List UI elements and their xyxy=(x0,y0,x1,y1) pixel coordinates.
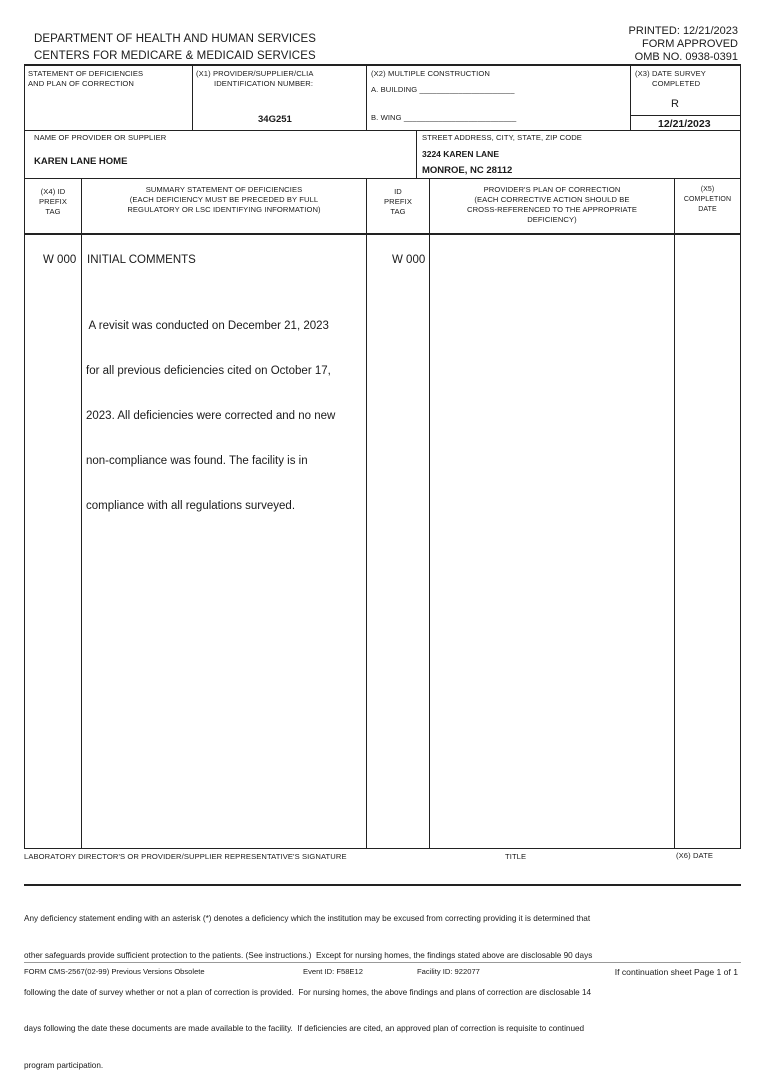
x1-label: (X1) PROVIDER/SUPPLIER/CLIA xyxy=(196,69,314,78)
rule xyxy=(429,178,430,849)
x3-label: (X3) DATE SURVEY xyxy=(635,69,706,78)
provider-label: NAME OF PROVIDER OR SUPPLIER xyxy=(34,133,167,142)
plan-header xyxy=(430,185,674,225)
entry-line: for all previous deficiencies cited on October 17, xyxy=(86,365,331,377)
provider-name: KAREN LANE HOME xyxy=(34,156,128,167)
plan-header-line: DEFICIENCY) xyxy=(527,215,577,224)
printed-date: PRINTED: 12/21/2023 xyxy=(628,25,738,37)
id-header-line: ID xyxy=(394,187,402,196)
disclaimer-line: days following the date these documents are made available to the facility. If deficiencies are cited, an approved plan of correction is requisite to continued xyxy=(24,1024,585,1034)
rule xyxy=(630,64,631,130)
rule xyxy=(630,115,741,116)
entry-line: A revisit was conducted on December 21, 2023 xyxy=(86,320,329,332)
rule xyxy=(81,178,82,849)
x4-header-line: (X4) ID xyxy=(40,187,66,196)
id-header-line: TAG xyxy=(390,207,406,216)
rule xyxy=(366,64,367,130)
address-label: STREET ADDRESS, CITY, STATE, ZIP CODE xyxy=(422,133,582,142)
rule xyxy=(24,64,741,66)
plan-header-line: PROVIDER'S PLAN OF CORRECTION xyxy=(483,185,621,194)
x2-building: A. BUILDING ______________________ xyxy=(371,85,515,94)
x4-header-line: TAG xyxy=(45,207,61,216)
x5-header-line: DATE xyxy=(698,206,717,213)
x2-label: (X2) MULTIPLE CONSTRUCTION xyxy=(371,69,490,78)
disclaimer xyxy=(24,889,592,1084)
x5-header-line: (X5) xyxy=(700,186,715,193)
x1-label-2: IDENTIFICATION NUMBER: xyxy=(214,79,314,88)
plan-header-line: CROSS-REFERENCED TO THE APPROPRIATE xyxy=(466,205,638,214)
rule xyxy=(192,64,193,130)
facility-id: Facility ID: 922077 xyxy=(417,967,480,976)
entry-line: non-compliance was found. The facility is in xyxy=(86,455,308,467)
rule xyxy=(416,130,417,178)
rule xyxy=(24,848,741,849)
rule xyxy=(24,130,741,131)
disclaimer-line: following the date of survey whether or not a plan of correction is provided. For nursing homes, the above findings and plans of correction are disclosable 14 xyxy=(24,987,592,997)
disclaimer-line: program participation. xyxy=(24,1060,104,1070)
form-approved: FORM APPROVED xyxy=(642,38,738,50)
rule xyxy=(24,962,741,963)
statement-label-2: AND PLAN OF CORRECTION xyxy=(28,79,134,88)
summary-header-line: SUMMARY STATEMENT OF DEFICIENCIES xyxy=(145,185,303,194)
agency-subname: CENTERS FOR MEDICARE & MEDICAID SERVICES xyxy=(34,50,316,62)
provider-id-value: 34G251 xyxy=(258,114,292,125)
rule xyxy=(24,64,25,849)
entry-line: 2023. All deficiencies were corrected and no new xyxy=(86,410,336,422)
omb-number: OMB NO. 0938-0391 xyxy=(634,51,738,63)
summary-header-line: REGULATORY OR LSC IDENTIFYING INFORMATION) xyxy=(127,205,321,214)
id-prefix-header xyxy=(367,187,429,217)
entry-body xyxy=(86,289,335,529)
disclaimer-line: other safeguards provide sufficient protection to the patients. (See instructions.) Except for nursing homes, the findings stated above are disclosable 90 days xyxy=(24,951,593,961)
form-id: FORM CMS-2567(02-99) Previous Versions Obsolete xyxy=(24,967,205,976)
x3-label-2: COMPLETED xyxy=(652,79,701,88)
address-city: MONROE, NC 28112 xyxy=(422,165,513,176)
entry-line: compliance with all regulations surveyed. xyxy=(86,500,296,512)
rule xyxy=(674,178,675,849)
x3-r-indicator: R xyxy=(671,98,679,110)
x4-header-line: PREFIX xyxy=(38,197,68,206)
rule xyxy=(24,233,741,235)
x5-header-line: COMPLETION xyxy=(683,196,732,203)
signature-label: LABORATORY DIRECTOR'S OR PROVIDER/SUPPLIER REPRESENTATIVE'S SIGNATURE xyxy=(24,852,347,861)
deficiency-tag: W 000 xyxy=(43,254,77,266)
summary-header xyxy=(82,185,366,215)
rule xyxy=(24,178,741,179)
agency-name: DEPARTMENT OF HEALTH AND HUMAN SERVICES xyxy=(34,33,317,45)
event-id: Event ID: F58E12 xyxy=(303,967,363,976)
x6-date-label: (X6) DATE xyxy=(676,851,714,860)
rule xyxy=(740,64,741,849)
rule xyxy=(366,178,367,849)
plan-header-line: (EACH CORRECTIVE ACTION SHOULD BE xyxy=(474,195,630,204)
survey-completed-date: 12/21/2023 xyxy=(658,118,711,130)
disclaimer-line: Any deficiency statement ending with an asterisk (*) denotes a deficiency which the institution may be excused from correcting providing it is determined that xyxy=(24,914,591,924)
x4-header xyxy=(25,187,81,217)
x2-wing: B. WING __________________________ xyxy=(371,113,517,122)
id-header-line: PREFIX xyxy=(383,197,413,206)
entry-title: INITIAL COMMENTS xyxy=(87,254,196,266)
title-label: TITLE xyxy=(505,852,527,861)
x5-header xyxy=(675,185,740,215)
summary-header-line: (EACH DEFICIENCY MUST BE PRECEDED BY FULL xyxy=(129,195,319,204)
address-street: 3224 KAREN LANE xyxy=(422,149,499,159)
page-indicator: If continuation sheet Page 1 of 1 xyxy=(614,967,738,977)
statement-label: STATEMENT OF DEFICIENCIES xyxy=(28,69,144,78)
correction-tag: W 000 xyxy=(392,254,426,266)
rule xyxy=(24,884,741,886)
